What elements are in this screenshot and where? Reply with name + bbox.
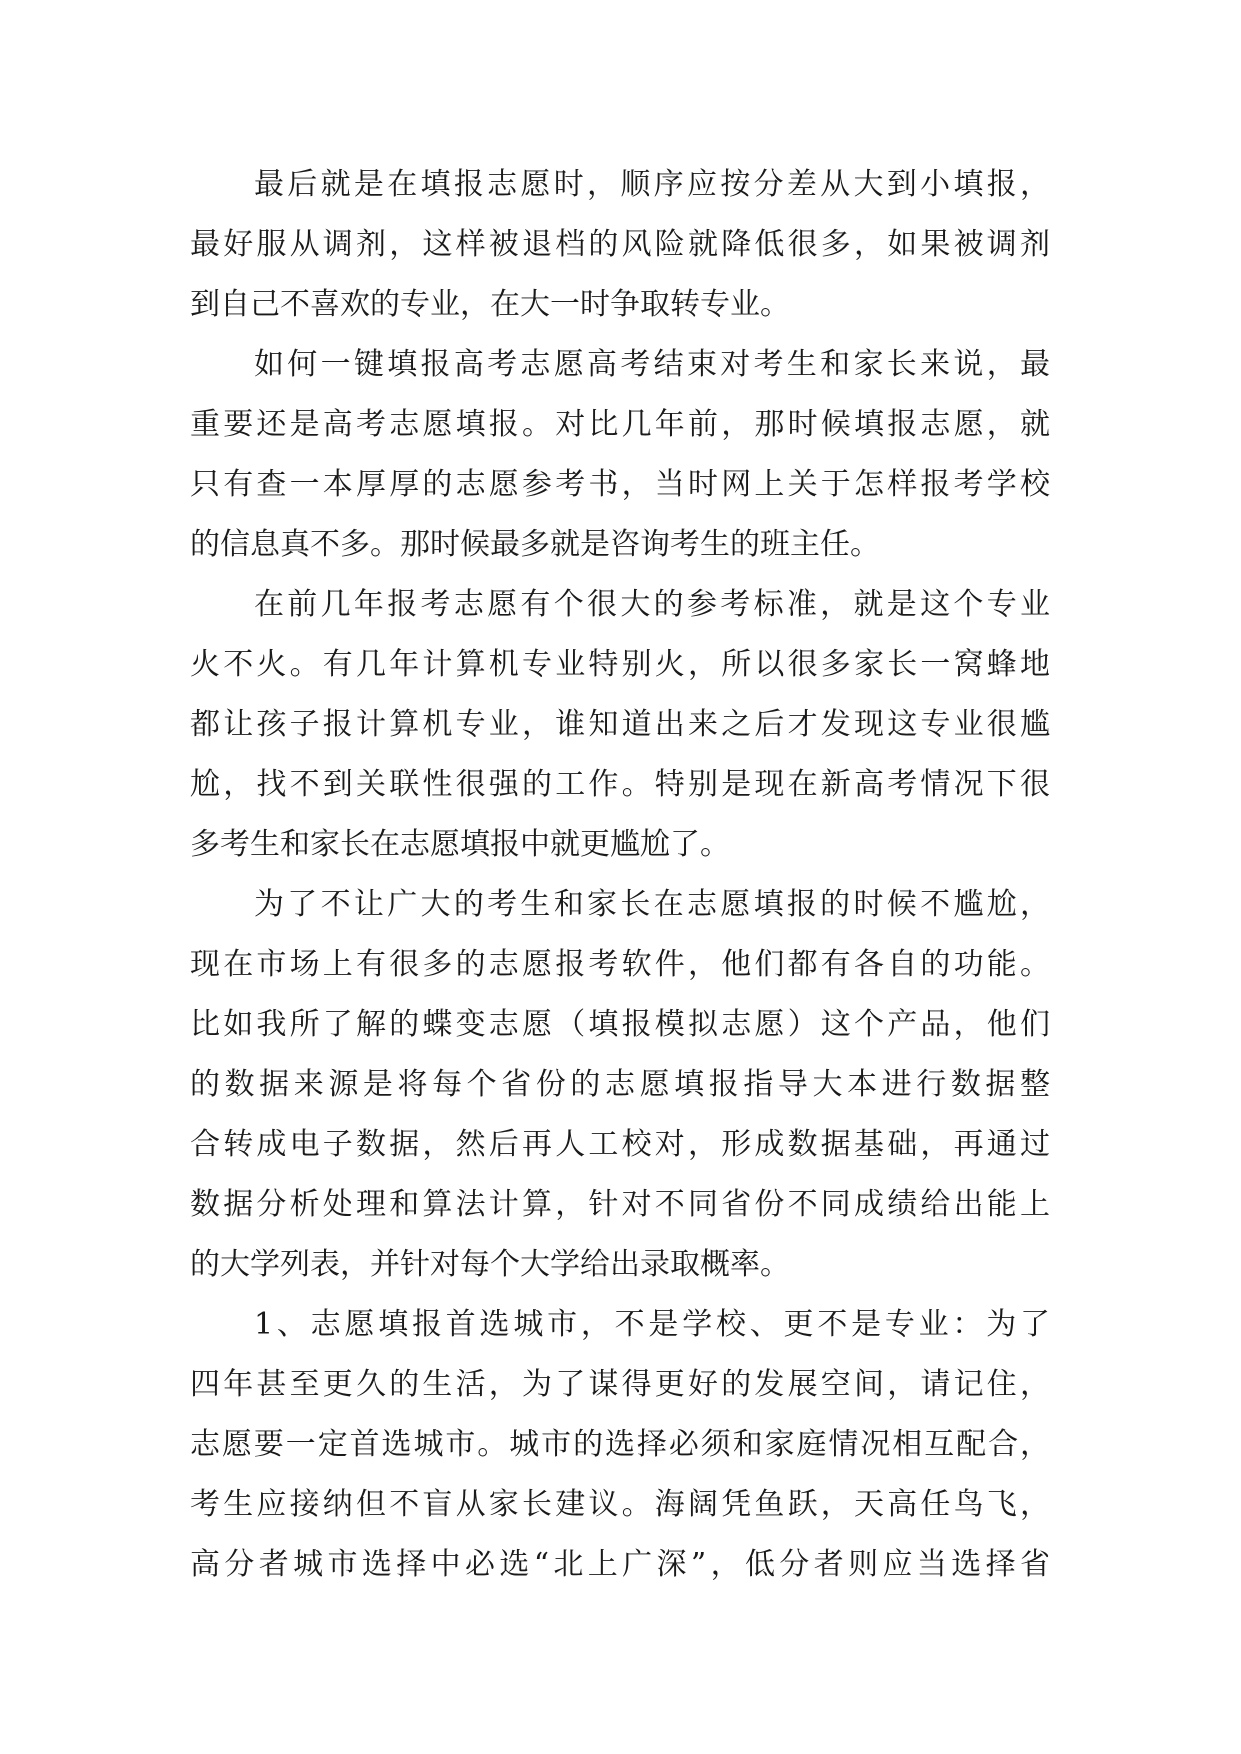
text-line: 现在市场上有很多的志愿报考软件，他们都有各自的功能。 xyxy=(190,947,1050,982)
text-line: 多考生和家长在志愿填报中就更尴尬了。 xyxy=(190,827,730,862)
paragraph xyxy=(190,1295,1050,1595)
text-line: 的大学列表，并针对每个大学给出录取概率。 xyxy=(190,1247,790,1282)
text-line: 只有查一本厚厚的志愿参考书，当时网上关于怎样报考学校 xyxy=(190,467,1050,502)
text-line: 如何一键填报高考志愿高考结束对考生和家长来说，最 xyxy=(254,347,1050,382)
paragraph xyxy=(190,575,1050,875)
text-line: 火不火。有几年计算机专业特别火，所以很多家长一窝蜂地 xyxy=(190,647,1050,682)
text-line: 合转成电子数据，然后再人工校对，形成数据基础，再通过 xyxy=(190,1127,1050,1162)
text-line: 到自己不喜欢的专业，在大一时争取转专业。 xyxy=(190,287,790,322)
paragraph xyxy=(190,155,1050,335)
text-line: 在前几年报考志愿有个很大的参考标准，就是这个专业 xyxy=(254,587,1050,622)
text-line: 都让孩子报计算机专业，谁知道出来之后才发现这专业很尴 xyxy=(190,707,1050,742)
text-line: 比如我所了解的蝶变志愿（填报模拟志愿）这个产品，他们 xyxy=(190,1007,1050,1042)
text-line: 数据分析处理和算法计算，针对不同省份不同成绩给出能上 xyxy=(190,1187,1050,1222)
text-line: 考生应接纳但不盲从家长建议。海阔凭鱼跃，天高任鸟飞， xyxy=(190,1487,1050,1522)
paragraph xyxy=(190,335,1050,575)
text-line: 重要还是高考志愿填报。对比几年前，那时候填报志愿，就 xyxy=(190,407,1050,442)
text-line: 的数据来源是将每个省份的志愿填报指导大本进行数据整 xyxy=(190,1067,1050,1102)
text-line: 的信息真不多。那时候最多就是咨询考生的班主任。 xyxy=(190,527,880,562)
text-line: 尬，找不到关联性很强的工作。特别是现在新高考情况下很 xyxy=(190,767,1050,802)
text-line: 最后就是在填报志愿时，顺序应按分差从大到小填报， xyxy=(254,167,1050,202)
text-line: 1、志愿填报首选城市，不是学校、更不是专业：为了 xyxy=(254,1307,1050,1342)
text-line: 最好服从调剂，这样被退档的风险就降低很多，如果被调剂 xyxy=(190,227,1050,262)
paragraph xyxy=(190,875,1050,1295)
text-line: 高分者城市选择中必选“北上广深”，低分者则应当选择省 xyxy=(190,1547,1050,1582)
text-line: 四年甚至更久的生活，为了谋得更好的发展空间，请记住， xyxy=(190,1367,1050,1402)
text-line: 为了不让广大的考生和家长在志愿填报的时候不尴尬， xyxy=(254,887,1050,922)
document-body xyxy=(190,155,1050,1595)
text-line: 志愿要一定首选城市。城市的选择必须和家庭情况相互配合， xyxy=(190,1427,1050,1462)
